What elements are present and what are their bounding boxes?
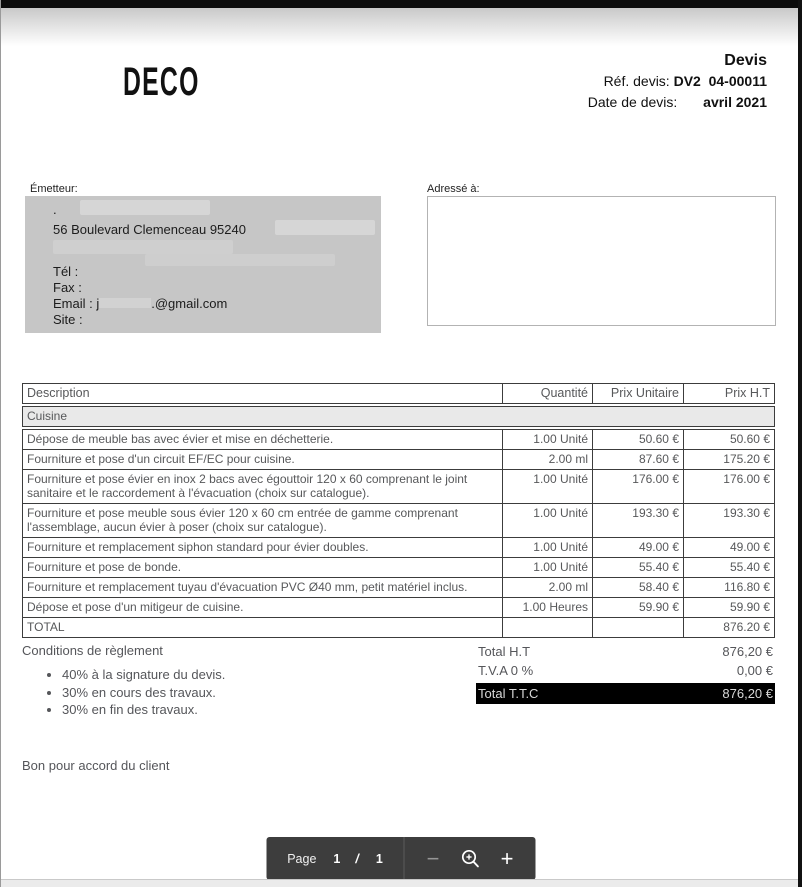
viewer-top-border xyxy=(0,0,802,8)
table-row xyxy=(23,557,774,577)
viewer-left-border xyxy=(0,0,1,887)
item-total: 50.60 € xyxy=(683,430,774,449)
item-description: Fourniture et remplacement siphon standard pour évier doubles. xyxy=(27,540,369,554)
table-row xyxy=(23,577,774,597)
redaction-patch xyxy=(275,220,375,235)
item-unit-price: 55.40 € xyxy=(592,558,683,577)
emitter-name-dot: . xyxy=(53,202,57,217)
item-quantity: 1.00 Heures xyxy=(502,598,592,617)
total-row-amount: 876.20 € xyxy=(683,618,774,637)
item-unit-price: 176.00 € xyxy=(592,470,683,503)
payment-terms-list xyxy=(48,666,225,719)
table-body xyxy=(22,429,775,638)
item-unit-price: 58.40 € xyxy=(592,578,683,597)
column-header-unit-price: Prix Unitaire xyxy=(592,384,683,403)
table-row xyxy=(23,537,774,557)
payment-conditions-title: Conditions de règlement xyxy=(22,643,163,658)
item-total: 193.30 € xyxy=(683,504,774,537)
tva-row xyxy=(476,661,775,680)
viewer-toolbar xyxy=(267,837,536,880)
recipient-address-box xyxy=(427,196,776,326)
emitter-address-box xyxy=(25,196,381,333)
page-label: Page xyxy=(287,851,317,866)
total-ttc-value: 876,20 € xyxy=(722,686,773,701)
emitter-email-prefix: Email : j xyxy=(53,296,100,311)
page-top-shadow xyxy=(0,8,802,46)
item-quantity: 2.00 ml xyxy=(502,578,592,597)
magnifier-plus-icon xyxy=(459,848,481,870)
page-navigation xyxy=(267,837,404,880)
column-header-description: Description xyxy=(27,386,90,400)
table-row xyxy=(23,469,774,503)
total-row-label: TOTAL xyxy=(27,620,65,634)
table-header-row xyxy=(22,383,775,404)
item-unit-price: 50.60 € xyxy=(592,430,683,449)
table-row xyxy=(23,503,774,537)
quote-reference-label: Réf. devis: xyxy=(603,73,670,89)
payment-term: • 30% en cours des travaux. xyxy=(62,684,225,702)
item-description: Fourniture et pose de bonde. xyxy=(27,560,182,574)
redaction-patch xyxy=(99,298,151,308)
zoom-reset-button[interactable] xyxy=(455,844,485,874)
quote-date-value: avril 2021 xyxy=(703,94,767,110)
emitter-street-address: 56 Boulevard Clemenceau 95240 xyxy=(53,222,246,237)
item-total: 59.90 € xyxy=(683,598,774,617)
tva-label: T.V.A 0 % xyxy=(478,663,534,678)
item-description: Dépose de meuble bas avec évier et mise en déchetterie. xyxy=(27,432,334,446)
redaction-patch xyxy=(80,200,210,215)
item-quantity: 1.00 Unité xyxy=(502,430,592,449)
current-page-number[interactable]: 1 xyxy=(333,851,341,866)
total-ht-row xyxy=(476,642,775,661)
page-separator: / xyxy=(355,851,359,866)
item-quantity: 2.00 ml xyxy=(502,450,592,469)
zoom-controls xyxy=(405,837,536,880)
item-total: 176.00 € xyxy=(683,470,774,503)
payment-term: • 30% en fin des travaux. xyxy=(62,701,225,719)
quote-date-line xyxy=(588,92,767,113)
item-quantity: 1.00 Unité xyxy=(502,470,592,503)
total-ht-value: 876,20 € xyxy=(722,644,773,659)
total-row-unit-price xyxy=(592,618,683,637)
payment-term: • 40% à la signature du devis. xyxy=(62,666,225,684)
total-ht-label: Total H.T xyxy=(478,644,531,659)
emitter-website-label: Site : xyxy=(53,312,83,327)
viewer-right-border xyxy=(798,0,802,887)
total-pages-number: 1 xyxy=(375,851,383,866)
redaction-patch xyxy=(145,254,335,266)
recipient-label: Adressé à: xyxy=(427,183,480,195)
item-total: 49.00 € xyxy=(683,538,774,557)
item-description: Fourniture et pose d'un circuit EF/EC pour cuisine. xyxy=(27,452,295,466)
item-total: 116.80 € xyxy=(683,578,774,597)
totals-summary xyxy=(476,642,775,704)
item-description: Dépose et pose d'un mitigeur de cuisine. xyxy=(27,600,244,614)
emitter-email-suffix: .@gmail.com xyxy=(151,296,228,311)
emitter-email-line xyxy=(53,296,227,311)
total-ttc-row xyxy=(476,683,775,704)
item-quantity: 1.00 Unité xyxy=(502,558,592,577)
emitter-label: Émetteur: xyxy=(30,183,78,195)
quote-reference-value: DV2 04-00011 xyxy=(673,73,767,89)
quote-header-block xyxy=(588,50,767,113)
item-description: Fourniture et pose meuble sous évier 120 x 60 cm entrée de gamme comprenant l'assemblage, aucun évier à poser (choix sur catalogue). xyxy=(27,506,458,534)
item-unit-price: 49.00 € xyxy=(592,538,683,557)
item-description: Fourniture et remplacement tuyau d'évacuation PVC Ø40 mm, petit matériel inclus. xyxy=(27,580,468,594)
item-total: 55.40 € xyxy=(683,558,774,577)
line-items-table xyxy=(22,383,775,638)
item-unit-price: 87.60 € xyxy=(592,450,683,469)
table-row xyxy=(23,449,774,469)
item-unit-price: 59.90 € xyxy=(592,598,683,617)
item-quantity: 1.00 Unité xyxy=(502,504,592,537)
table-total-row xyxy=(23,617,774,637)
zoom-in-button[interactable]: + xyxy=(492,844,522,874)
item-quantity: 1.00 Unité xyxy=(502,538,592,557)
redaction-patch xyxy=(53,240,233,254)
total-row-quantity xyxy=(502,618,592,637)
column-header-quantity: Quantité xyxy=(502,384,592,403)
table-row xyxy=(23,430,774,449)
quote-date-label: Date de devis: xyxy=(587,94,678,110)
tva-value: 0,00 € xyxy=(736,663,773,678)
total-ttc-label: Total T.T.C xyxy=(478,686,539,701)
viewer-bottom-strip xyxy=(0,879,802,887)
company-logo: DECO xyxy=(123,60,200,104)
item-description: Fourniture et pose évier en inox 2 bacs avec égouttoir 120 x 60 comprenant le joint sanitaire et le raccordement à l'évacuation (choix sur catalogue). xyxy=(27,472,468,500)
item-total: 175.20 € xyxy=(683,450,774,469)
item-unit-price: 193.30 € xyxy=(592,504,683,537)
emitter-fax-label: Fax : xyxy=(53,280,82,295)
emitter-phone-label: Tél : xyxy=(53,264,79,279)
table-section-row xyxy=(22,406,775,427)
column-header-total: Prix H.T xyxy=(683,384,774,403)
quote-reference-line xyxy=(588,71,767,92)
document-type-title: Devis xyxy=(724,52,767,69)
section-title-cuisine: Cuisine xyxy=(23,407,774,426)
zoom-out-button[interactable]: − xyxy=(418,844,448,874)
table-row xyxy=(23,597,774,617)
client-approval-note: Bon pour accord du client xyxy=(22,758,170,773)
